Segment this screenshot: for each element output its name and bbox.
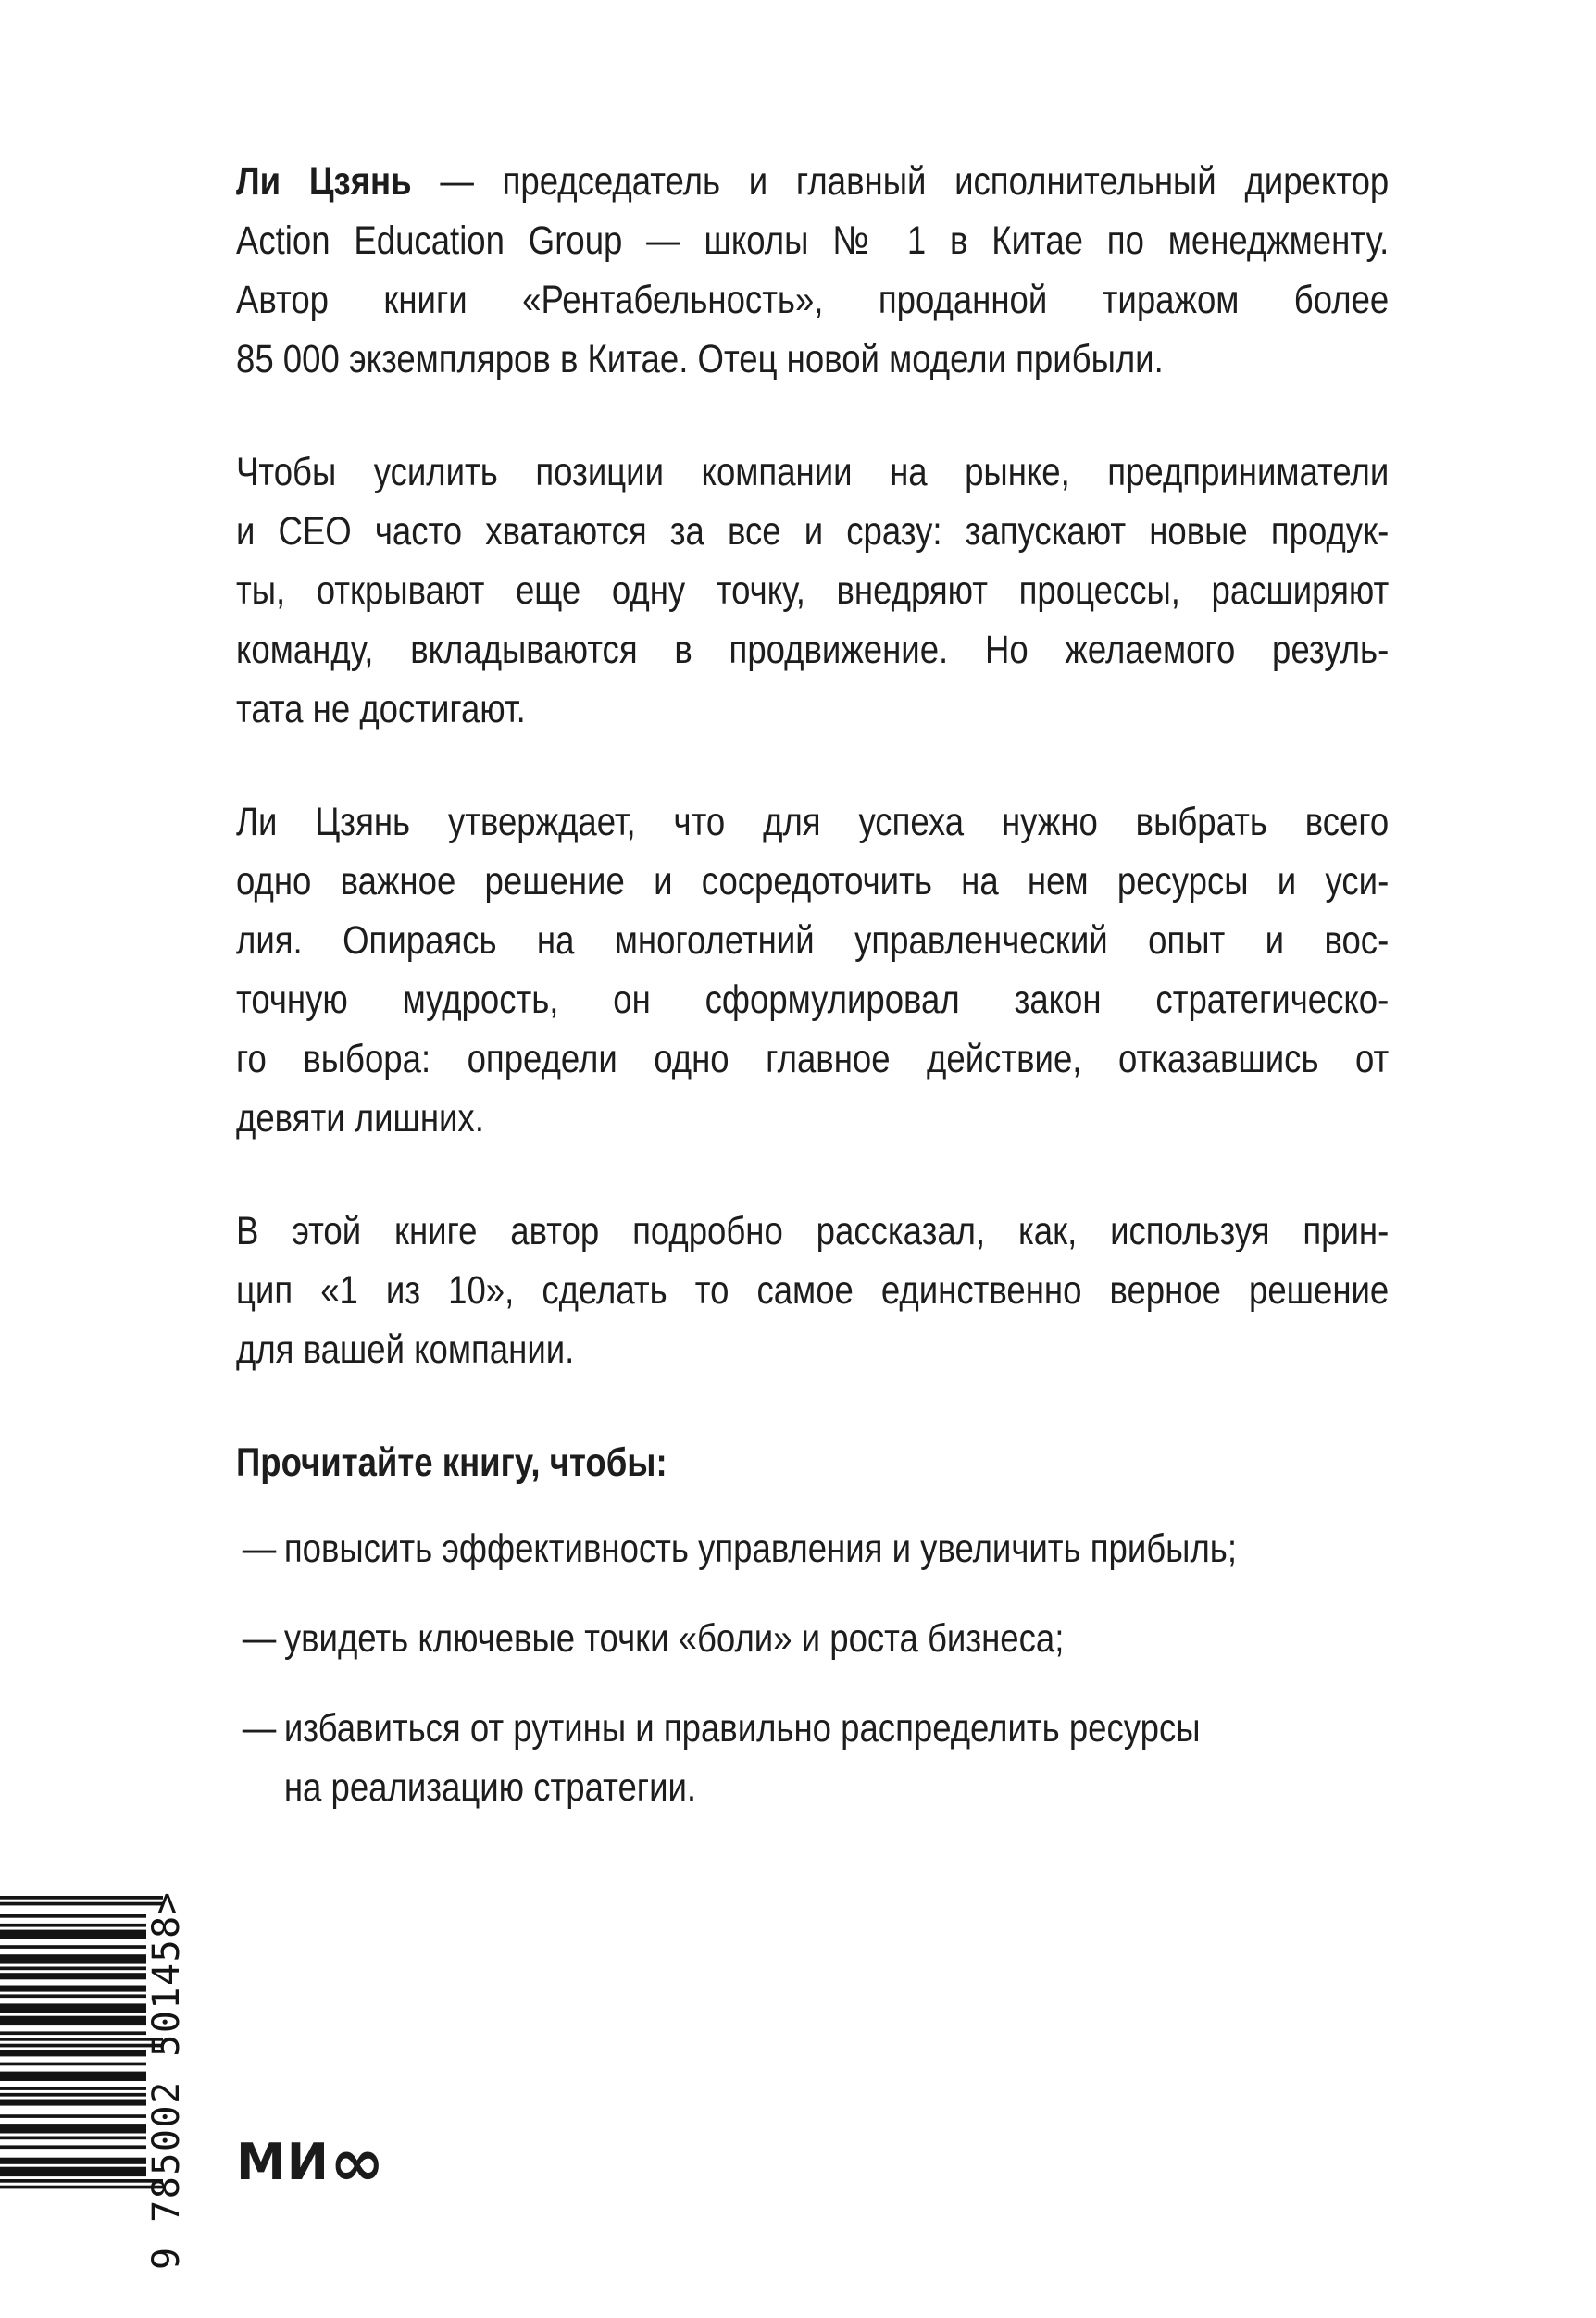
barcode-bar [0, 2050, 146, 2056]
barcode-bar [0, 1986, 146, 1992]
bullet-dash: — [242, 1527, 277, 1571]
text-line: тата не достигают. [236, 687, 526, 731]
text-line: на реализацию стратегии. [283, 1765, 697, 1810]
barcode-bar [0, 2137, 146, 2140]
barcode-bar [0, 1930, 146, 1939]
barcode-bar [0, 1994, 146, 1998]
bullet-item [236, 1609, 1389, 1668]
barcode-bar [0, 1967, 146, 1971]
infinity-icon: ∞ [329, 2124, 385, 2201]
barcode-bar [0, 2038, 163, 2041]
barcode-bar [0, 2145, 146, 2149]
barcode-bar [0, 1924, 146, 1927]
paragraph [236, 152, 1389, 389]
paragraph [236, 442, 1389, 739]
bullet-dash: — [242, 1616, 277, 1661]
text-line: команду, вкладываются в продвижение. Но желаемого резуль- [236, 628, 1390, 672]
barcode-bar [0, 1945, 146, 1949]
barcode-bar [0, 2044, 163, 2048]
text-line: избавиться от рутины и правильно распределить ресурсы [283, 1706, 1201, 1751]
barcode-bar [0, 2124, 146, 2133]
text-line: и CEO часто хватаются за все и сразу: запускают новые продук- [236, 509, 1390, 554]
barcode-bar [0, 2072, 146, 2081]
text-line: Ли Цзянь — председатель и главный исполнительный директор [236, 159, 1390, 204]
paragraph [236, 792, 1389, 1148]
text-line: одно важное решение и сосредоточить на нем ресурсы и уси- [236, 859, 1390, 904]
barcode-bar [0, 1954, 146, 1963]
barcode-bar [0, 2087, 146, 2090]
text-line: лия. Опираясь на многолетний управленческий опыт и вос- [236, 918, 1390, 963]
paragraphs [236, 152, 1389, 1379]
barcode-bar [0, 1973, 146, 1979]
barcode-bar [0, 1902, 163, 1906]
logo-letters: МИ [236, 2133, 330, 2191]
text-line: увидеть ключевые точки «боли» и роста бизнеса; [283, 1616, 1065, 1661]
barcode-bar [0, 2093, 146, 2097]
main-text-column [236, 152, 1389, 1848]
bullet-item [236, 1699, 1389, 1817]
text-line: го выбора: определи одно главное действие, отказавшись от [236, 1037, 1390, 1081]
text-line: 85 000 экземпляров в Китае. Отец новой модели прибыли. [236, 337, 1164, 381]
text-line: девяти лишних. [236, 1096, 484, 1140]
text-line: ты, открывают еще одну точку, внедряют процессы, расширяют [236, 568, 1390, 613]
barcode-bar [0, 2167, 146, 2176]
text-line: В этой книге автор подробно рассказал, как, используя прин- [236, 1209, 1390, 1253]
barcode-bar [0, 2186, 163, 2189]
barcode-bar [0, 2031, 146, 2035]
text-line: Action Education Group — школы № 1 в Китае по менеджменту. [236, 218, 1390, 263]
barcode-bar [0, 1896, 163, 1900]
bullet-list [236, 1519, 1389, 1817]
text-line: цип «1 из 10», сделать то самое единственно верное решение [236, 1268, 1390, 1313]
barcode-bar [0, 1914, 146, 1918]
mif-publisher-logo [236, 2124, 385, 2201]
text-line: Чтобы усилить позиции компании на рынке, предприниматели [236, 450, 1390, 494]
isbn-barcode [0, 1861, 196, 2287]
read-book-heading: Прочитайте книгу, чтобы: [236, 1440, 667, 1485]
text-line: повысить эффективность управления и увеличить прибыль; [283, 1527, 1237, 1571]
paragraph [236, 1202, 1389, 1379]
barcode-number: 9 785002 501458> [145, 1890, 188, 2270]
barcode-bar [0, 2016, 146, 2025]
bullet-item [236, 1519, 1389, 1578]
text-line: точную мудрость, он сформулировал закон стратегическо- [236, 978, 1390, 1022]
barcode-bar [0, 2179, 163, 2183]
author-name-bold: Ли Цзянь [236, 159, 412, 204]
barcode-bar [0, 2158, 146, 2164]
text-line: Автор книги «Рентабельность», проданной тиражом более [236, 278, 1390, 322]
barcode-bar [0, 2003, 146, 2013]
text-line: для вашей компании. [236, 1327, 575, 1372]
barcode-bar [0, 2114, 146, 2118]
bullet-dash: — [242, 1706, 277, 1751]
barcode-bar [0, 2100, 146, 2106]
barcode-bar [0, 2063, 146, 2066]
text-line: Ли Цзянь утверждает, что для успеха нужно выбрать всего [236, 800, 1390, 844]
barcode-bars [0, 1896, 163, 2188]
